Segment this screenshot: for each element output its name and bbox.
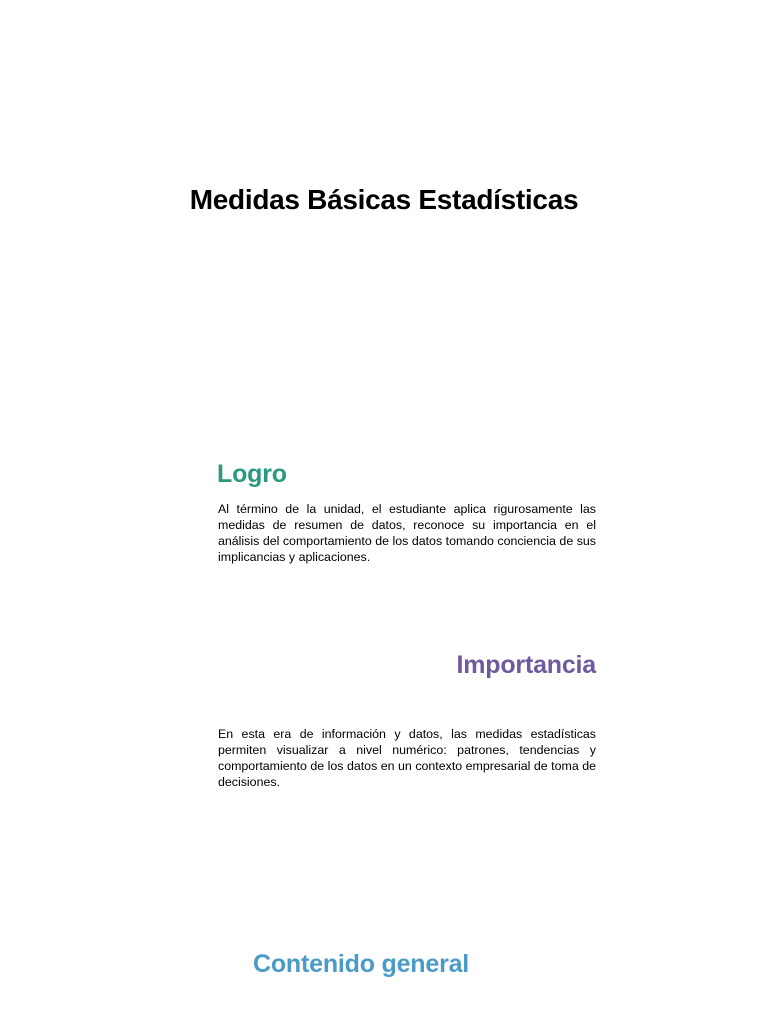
importancia-paragraph: En esta era de información y datos, las medidas estadísticas permiten visualizar a nivel numérico: patrones, tendencias y comportamiento de los datos en un contexto empresarial de toma de decisiones. [218, 727, 596, 789]
logro-heading: Logro [217, 460, 287, 488]
page-title: Medidas Básicas Estadísticas [189, 184, 579, 215]
contenido-general-heading: Contenido general [253, 950, 470, 978]
importancia-heading: Importancia [456, 651, 596, 679]
logro-paragraph: Al término de la unidad, el estudiante aplica rigurosamente las medidas de resumen de datos, reconoce su importancia en el análisis del comportamiento de los datos tomando conciencia de sus implicancias y aplicaciones. [218, 502, 596, 564]
